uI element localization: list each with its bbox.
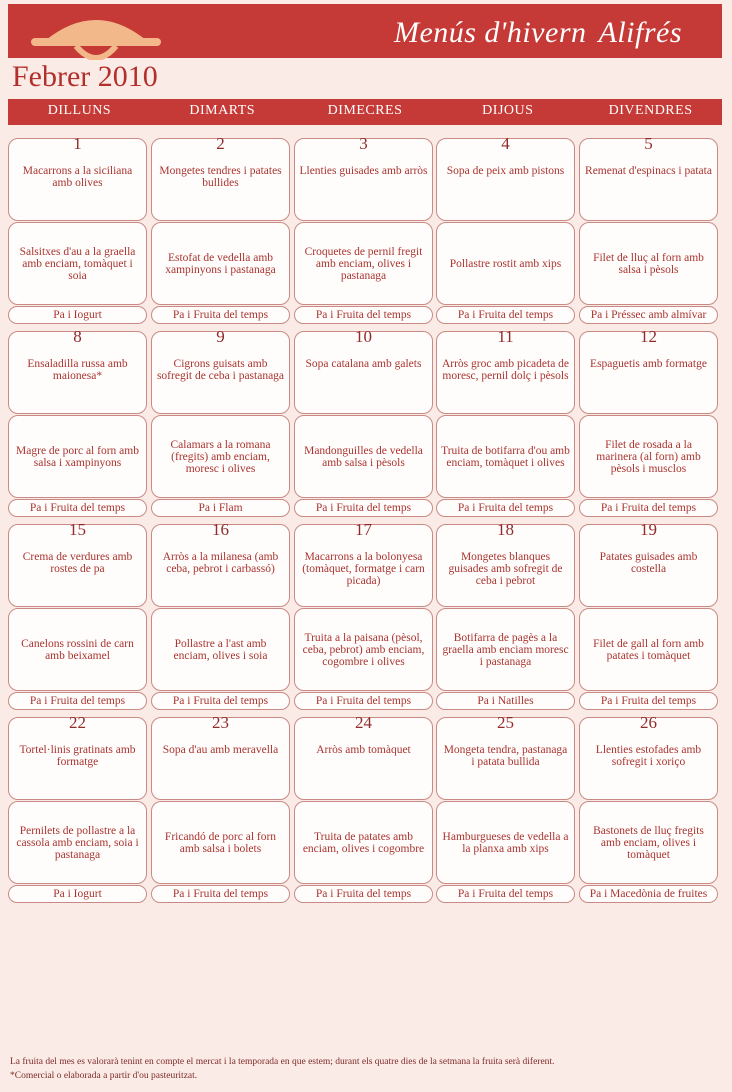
day-number: 10 xyxy=(355,327,372,346)
first-course-text: Macarrons a la bolonyesa (tomàquet, formatge i carn picada) xyxy=(302,551,425,587)
first-course-cell xyxy=(151,520,290,607)
first-course-text: Mongetes blanques guisades amb sofregit de ceba i pebrot xyxy=(448,551,563,587)
first-course-text: Crema de verdures amb rostes de pa xyxy=(22,551,133,575)
dessert-text: Pa i Fruita del temps xyxy=(172,309,269,321)
second-course-text: Hamburgueses de vedella a la planxa amb xips xyxy=(442,830,569,855)
day-number: 25 xyxy=(497,713,514,732)
day-number: 16 xyxy=(212,520,229,539)
day-number: 18 xyxy=(497,520,514,539)
dessert-text: Pa i Natilles xyxy=(477,695,534,707)
second-course-text: Salsitxes d'au a la graella amb enciam, tomàquet i soia xyxy=(19,245,136,282)
second-course-text: Botifarra de pagès a la graella amb enciam moresc i pastanaga xyxy=(442,631,569,668)
day-number: 17 xyxy=(355,520,372,539)
first-course-cell xyxy=(579,134,718,221)
first-course-cell xyxy=(294,134,433,221)
dessert-cell xyxy=(8,306,147,324)
second-course-cell xyxy=(436,608,575,691)
second-course-cell xyxy=(579,415,718,498)
first-course-text: Cigrons guisats amb sofregit de ceba i pastanaga xyxy=(156,358,285,382)
first-course-cell xyxy=(8,713,147,800)
second-course-text: Estofat de vedella amb xampinyons i pastanaga xyxy=(165,251,276,276)
second-course-cell xyxy=(8,608,147,691)
second-course-text: Truita de patates amb enciam, olives i cogombre xyxy=(302,830,425,855)
second-course-text: Calamars a la romana (fregits) amb enciam, moresc i olives xyxy=(170,438,271,475)
month-title: Febrer 2010 xyxy=(12,60,158,93)
second-course-cell xyxy=(436,415,575,498)
brand-name: Alifrés xyxy=(598,16,682,49)
menu-title: Menús d'hivern xyxy=(393,16,587,49)
second-course-cell xyxy=(436,801,575,884)
first-course-cell xyxy=(579,713,718,800)
first-course-text: Macarrons a la siciliana amb olives xyxy=(22,165,133,189)
dessert-text: Pa i Fruita del temps xyxy=(315,695,412,707)
first-course-text: Espaguetis amb formatge xyxy=(590,358,707,370)
second-course-cell xyxy=(294,801,433,884)
second-course-text: Magre de porc al forn amb salsa i xampinyons xyxy=(16,444,139,469)
first-course-text: Sopa catalana amb galets xyxy=(305,358,422,370)
dessert-cell xyxy=(8,499,147,517)
dessert-text: Pa i Macedònia de fruites xyxy=(589,888,708,900)
first-course-text: Sopa de peix amb pistons xyxy=(446,165,565,177)
day-number: 19 xyxy=(640,520,657,539)
day-number: 2 xyxy=(216,134,225,153)
weekday-thursday: DIJOUS xyxy=(482,103,534,118)
dessert-text: Pa i Fruita del temps xyxy=(457,888,554,900)
dessert-text: Pa i Fruita del temps xyxy=(29,502,126,514)
dessert-cell xyxy=(294,499,433,517)
first-course-cell xyxy=(294,520,433,607)
second-course-cell xyxy=(294,608,433,691)
day-number: 22 xyxy=(69,713,86,732)
second-course-text: Truita a la paisana (pèsol, ceba, pebrot) amb enciam, cogombre i olives xyxy=(302,631,425,668)
dessert-cell xyxy=(151,499,290,517)
first-course-text: Ensaladilla russa amb maionesa* xyxy=(27,358,128,382)
dessert-text: Pa i Fruita del temps xyxy=(315,502,412,514)
second-course-text: Bastonets de lluç fregits amb enciam, olives i tomàquet xyxy=(593,824,704,861)
second-course-cell xyxy=(151,222,290,305)
dessert-cell xyxy=(294,306,433,324)
dessert-cell xyxy=(436,499,575,517)
dessert-text: Pa i Fruita del temps xyxy=(600,502,697,514)
first-course-cell xyxy=(579,520,718,607)
dessert-text: Pa i Fruita del temps xyxy=(172,695,269,707)
dessert-text: Pa i Fruita del temps xyxy=(315,309,412,321)
second-course-text: Filet de gall al forn amb patates i tomàquet xyxy=(593,637,704,662)
first-course-text: Llenties guisades amb arròs xyxy=(299,165,428,177)
second-course-cell xyxy=(579,608,718,691)
first-course-cell xyxy=(294,713,433,800)
second-course-cell xyxy=(8,415,147,498)
dessert-cell xyxy=(579,692,718,710)
chef-hat-logo-icon xyxy=(26,10,166,60)
first-course-text: Arròs amb tomàquet xyxy=(316,744,411,756)
first-course-cell xyxy=(151,327,290,414)
dessert-cell xyxy=(294,692,433,710)
footnote-egg: *Comercial o elaborada a partir d'ou pasteuritzat. xyxy=(10,1071,198,1081)
first-course-cell xyxy=(294,327,433,414)
first-course-text: Llenties estofades amb sofregit i xoriço xyxy=(595,744,702,768)
first-course-cell xyxy=(8,520,147,607)
day-number: 3 xyxy=(359,134,368,153)
weekday-friday: DIVENDRES xyxy=(608,103,693,118)
dessert-text: Pa i Préssec amb almívar xyxy=(590,309,707,321)
weekday-monday: DILLUNS xyxy=(47,103,112,118)
dessert-text: Pa i Fruita del temps xyxy=(457,502,554,514)
second-course-cell xyxy=(579,222,718,305)
header-title xyxy=(394,16,682,50)
second-course-cell xyxy=(8,222,147,305)
second-course-cell xyxy=(151,608,290,691)
dessert-text: Pa i Iogurt xyxy=(53,309,102,321)
dessert-cell xyxy=(8,885,147,903)
first-course-cell xyxy=(151,713,290,800)
first-course-cell xyxy=(8,134,147,221)
second-course-cell xyxy=(151,415,290,498)
day-number: 4 xyxy=(501,134,510,153)
day-number: 9 xyxy=(216,327,225,346)
weekday-header xyxy=(8,99,722,125)
day-number: 1 xyxy=(73,134,82,153)
second-course-text: Truita de botifarra d'ou amb enciam, tomàquet i olives xyxy=(441,444,570,469)
dessert-cell xyxy=(579,499,718,517)
second-course-text: Canelons rossini de carn amb beixamel xyxy=(21,637,134,662)
second-course-text: Pollastre rostit amb xips xyxy=(449,257,562,270)
dessert-cell xyxy=(436,692,575,710)
dessert-text: Pa i Iogurt xyxy=(53,888,102,900)
day-number: 11 xyxy=(497,327,514,346)
day-number: 23 xyxy=(212,713,229,732)
day-number: 24 xyxy=(355,713,372,732)
first-course-text: Mongetes tendres i patates bullides xyxy=(159,165,282,189)
weekday-tuesday: DIMARTS xyxy=(189,103,256,118)
header-bar xyxy=(8,4,722,58)
dessert-text: Pa i Fruita del temps xyxy=(600,695,697,707)
dessert-cell xyxy=(579,306,718,324)
second-course-text: Pollastre a l'ast amb enciam, olives i soia xyxy=(173,637,268,662)
first-course-text: Sopa d'au amb meravella xyxy=(162,744,279,756)
day-number: 26 xyxy=(640,713,657,732)
day-number: 12 xyxy=(640,327,657,346)
first-course-text: Arròs groc amb picadeta de moresc, pernil dolç i pèsols xyxy=(441,358,570,382)
second-course-text: Fricandó de porc al forn amb salsa i bolets xyxy=(164,830,277,855)
first-course-cell xyxy=(436,713,575,800)
first-course-cell xyxy=(151,134,290,221)
day-number: 15 xyxy=(69,520,86,539)
second-course-text: Mandonguilles de vedella amb salsa i pèsols xyxy=(304,444,423,469)
second-course-text: Filet de lluç al forn amb salsa i pèsols xyxy=(593,251,704,276)
second-course-text: Pernilets de pollastre a la cassola amb enciam, soia i pastanaga xyxy=(16,824,139,861)
second-course-cell xyxy=(294,222,433,305)
dessert-text: Pa i Fruita del temps xyxy=(457,309,554,321)
dessert-text: Pa i Fruita del temps xyxy=(29,695,126,707)
second-course-cell xyxy=(151,801,290,884)
dessert-cell xyxy=(579,885,718,903)
first-course-cell xyxy=(579,327,718,414)
dessert-cell xyxy=(151,306,290,324)
dessert-text: Pa i Fruita del temps xyxy=(315,888,412,900)
day-number: 5 xyxy=(644,134,653,153)
second-course-cell xyxy=(8,801,147,884)
first-course-cell xyxy=(436,327,575,414)
weekday-wednesday: DIMECRES xyxy=(327,103,403,118)
dessert-cell xyxy=(151,692,290,710)
footnote-fruit: La fruita del mes es valorarà tenint en compte el mercat i la temporada en que estem; durant els quatre dies de la setmana la fruita serà diferent. xyxy=(10,1057,555,1067)
first-course-cell xyxy=(8,327,147,414)
first-course-text: Arròs a la milanesa (amb ceba, pebrot i carbassó) xyxy=(162,551,279,575)
first-course-text: Patates guisades amb costella xyxy=(599,551,698,575)
second-course-text: Croquetes de pernil fregit amb enciam, olives i pastanaga xyxy=(304,245,423,282)
dessert-text: Pa i Flam xyxy=(198,502,243,514)
dessert-text: Pa i Fruita del temps xyxy=(172,888,269,900)
second-course-cell xyxy=(579,801,718,884)
first-course-cell xyxy=(436,134,575,221)
dessert-cell xyxy=(8,692,147,710)
dessert-cell xyxy=(436,306,575,324)
first-course-text: Mongeta tendra, pastanaga i patata bullida xyxy=(443,744,568,768)
day-number: 8 xyxy=(73,327,82,346)
first-course-text: Tortel·linis gratinats amb formatge xyxy=(19,744,136,768)
first-course-text: Remenat d'espinacs i patata xyxy=(585,165,712,177)
second-course-cell xyxy=(294,415,433,498)
dessert-cell xyxy=(436,885,575,903)
second-course-text: Filet de rosada a la marinera (al forn) amb pèsols i musclos xyxy=(596,438,701,475)
dessert-cell xyxy=(294,885,433,903)
second-course-cell xyxy=(436,222,575,305)
dessert-cell xyxy=(151,885,290,903)
first-course-cell xyxy=(436,520,575,607)
